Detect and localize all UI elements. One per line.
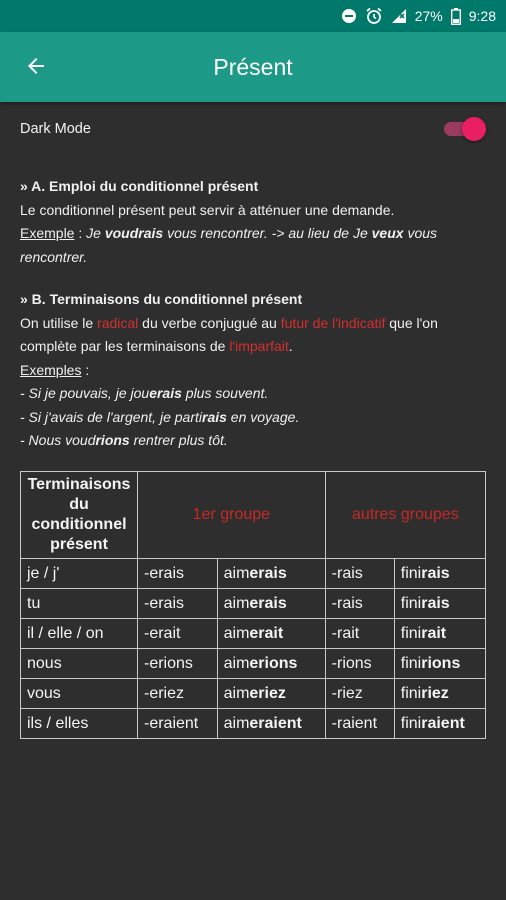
ending-bold: raient <box>421 714 465 732</box>
example-cell <box>394 679 485 709</box>
pronoun-cell: vous <box>21 679 138 709</box>
stem: fini <box>400 624 422 642</box>
header-terminaisons: Terminaisons du conditionnel présent <box>21 472 138 559</box>
ending-cell: -erait <box>138 619 218 649</box>
example-cell <box>394 559 485 589</box>
example-cell <box>394 589 485 619</box>
ending-cell: -erais <box>138 589 218 619</box>
pronoun-cell: il / elle / on <box>21 619 138 649</box>
text-part: du verbe conjugué au <box>138 314 281 331</box>
stem: fini <box>400 714 422 732</box>
dark-mode-toggle[interactable] <box>444 120 482 138</box>
example-cell <box>394 649 485 679</box>
table-row <box>21 619 486 649</box>
example-sep: : <box>74 225 87 241</box>
red-imparfait: l'imparfait <box>229 338 289 354</box>
text-part: rentrer plus tôt. <box>129 432 228 448</box>
table-row <box>21 679 486 709</box>
do-not-disturb-icon <box>341 8 357 24</box>
stem: aim <box>223 594 250 612</box>
example-bold-1: voudrais <box>104 225 164 241</box>
bold-part: rions <box>95 432 130 448</box>
pronoun-cell: je / j' <box>21 559 138 589</box>
table-row <box>21 649 486 679</box>
example-text-3: Je <box>352 225 372 241</box>
clock-time: 9:28 <box>468 8 496 24</box>
bold-part: erais <box>149 385 182 401</box>
red-radical: radical <box>97 314 139 331</box>
ending-cell: -rais <box>325 589 394 619</box>
stem: aim <box>223 684 250 702</box>
toggle-thumb <box>462 117 486 141</box>
text-part: plus souvent. <box>181 385 269 401</box>
ending-cell: -eraient <box>138 709 218 739</box>
table-row <box>21 709 486 739</box>
example-line-1 <box>20 382 490 406</box>
stem: aim <box>223 624 250 642</box>
ending-bold: eriez <box>249 684 286 702</box>
signal-icon <box>391 8 407 24</box>
ending-cell: -erions <box>138 649 218 679</box>
text-part: On utilise le <box>20 314 98 331</box>
examples-sep: : <box>81 361 90 378</box>
stem: aim <box>223 714 250 732</box>
ending-cell: -raient <box>325 709 394 739</box>
stem: fini <box>400 564 422 582</box>
stem: aim <box>223 654 250 672</box>
ending-cell: -erais <box>138 559 218 589</box>
ending-bold: erions <box>249 654 298 672</box>
header-group-1: 1er groupe <box>138 472 326 559</box>
ending-cell: -rais <box>325 559 394 589</box>
section-a-heading: » A. Emploi du conditionnel présent <box>20 178 259 194</box>
example-cell <box>217 559 325 589</box>
alarm-icon <box>365 7 383 25</box>
battery-percent: 27% <box>414 8 443 24</box>
example-bold-2: veux <box>371 225 404 241</box>
text-part: - Si j'avais de l'argent, je parti <box>20 408 202 425</box>
ending-bold: rions <box>421 654 461 672</box>
example-cell <box>217 709 325 739</box>
table-row <box>21 589 486 619</box>
example-cell <box>394 619 485 649</box>
example-text-1: Je <box>86 225 105 241</box>
header-group-2: autres groupes <box>325 472 485 559</box>
ending-cell: -eriez <box>138 679 218 709</box>
text-part: que l'on complète par les terminaisons de <box>20 314 438 354</box>
pronoun-cell: nous <box>21 649 138 679</box>
example-cell <box>394 709 485 739</box>
text-part: - Si je pouvais, je jou <box>20 385 150 401</box>
ending-cell: -rions <box>325 649 394 679</box>
status-bar <box>0 0 506 32</box>
page-title: Présent <box>213 54 293 80</box>
example-cell <box>217 589 325 619</box>
examples-label: Exemples <box>20 361 82 378</box>
example-line-3 <box>20 429 490 453</box>
ending-bold: rait <box>421 624 447 642</box>
ending-cell: -rait <box>325 619 394 649</box>
app-bar <box>0 32 506 102</box>
section-a-text: Le conditionnel présent peut servir à atténuer une demande. <box>20 201 395 218</box>
ending-bold: rais <box>421 564 450 582</box>
text-part: - Nous voud <box>20 432 96 448</box>
example-cell <box>217 679 325 709</box>
conjugation-table <box>20 471 486 739</box>
ending-bold: rais <box>421 594 450 612</box>
example-text-4: vous rencontrer. <box>20 225 438 265</box>
ending-bold: eraient <box>249 714 302 732</box>
text-part: . <box>288 338 293 354</box>
section-b <box>20 288 490 453</box>
example-text-2: vous rencontrer. -> au lieu de <box>163 225 353 241</box>
section-a-example <box>20 222 490 269</box>
table-header-row <box>21 472 486 559</box>
examples-heading <box>20 359 490 383</box>
table-row <box>21 559 486 589</box>
stem: aim <box>223 564 250 582</box>
dark-mode-label: Dark Mode <box>20 121 91 137</box>
pronoun-cell: ils / elles <box>21 709 138 739</box>
ending-cell: -riez <box>325 679 394 709</box>
ending-bold: erais <box>249 564 287 582</box>
section-b-text <box>20 312 490 359</box>
stem: fini <box>400 594 422 612</box>
example-cell <box>217 619 325 649</box>
pronoun-cell: tu <box>21 589 138 619</box>
stem: fini <box>400 684 422 702</box>
example-label: Exemple <box>20 225 75 241</box>
example-line-2 <box>20 406 490 430</box>
red-futur: futur de l'indicatif <box>280 314 386 331</box>
example-cell <box>217 649 325 679</box>
text-part: en voyage. <box>226 408 300 425</box>
ending-bold: riez <box>421 684 449 702</box>
section-a <box>20 175 490 269</box>
stem: fini <box>400 654 422 672</box>
battery-icon <box>451 8 461 25</box>
bold-part: rais <box>202 408 227 425</box>
section-b-heading: » B. Terminaisons du conditionnel présent <box>20 291 303 307</box>
dark-mode-row <box>20 112 486 140</box>
ending-bold: erait <box>249 624 284 642</box>
ending-bold: erais <box>249 594 287 612</box>
